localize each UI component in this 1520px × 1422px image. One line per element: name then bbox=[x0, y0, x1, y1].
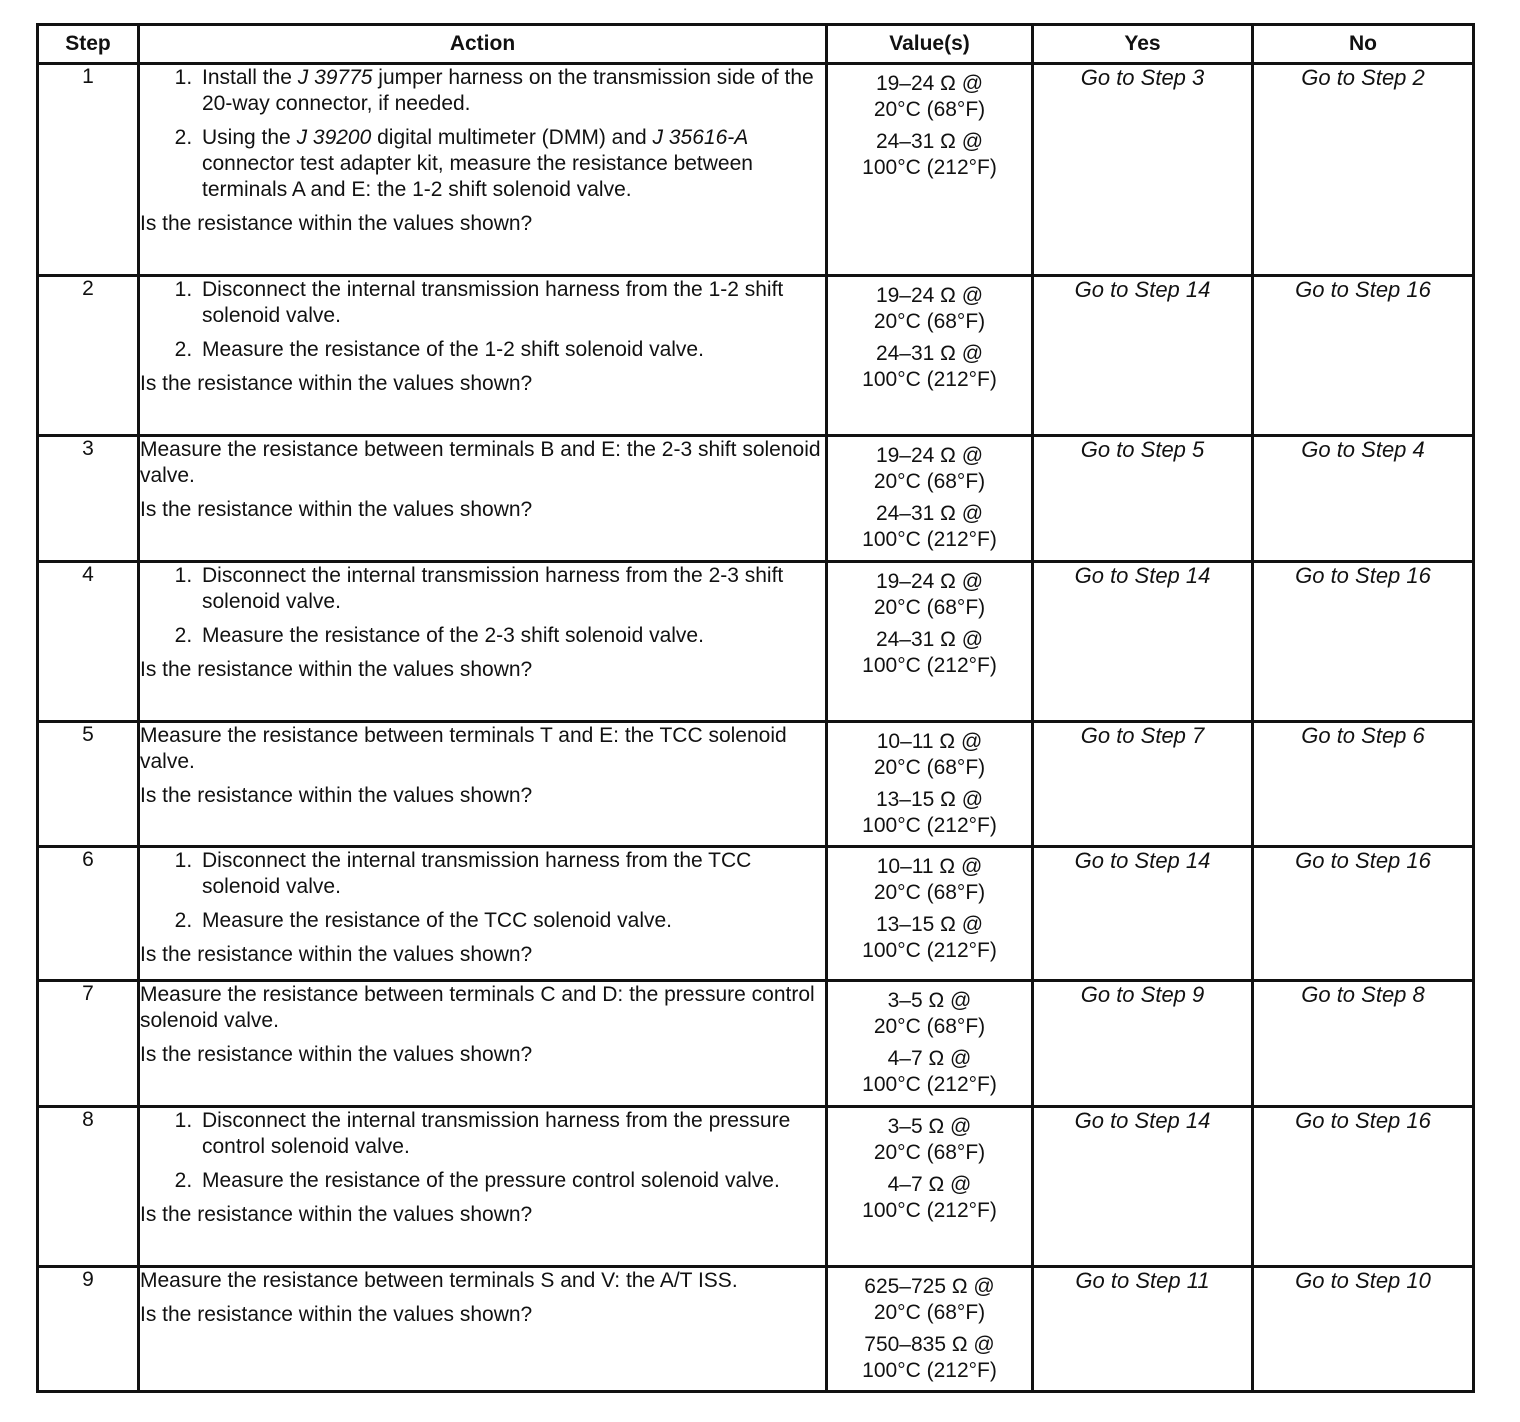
no-link[interactable]: Go to Step 10 bbox=[1253, 1267, 1474, 1392]
step-number: 4 bbox=[38, 562, 139, 722]
values-cell bbox=[827, 436, 1033, 562]
value-cold-temp: 20°C (68°F) bbox=[873, 470, 986, 493]
step-number: 3 bbox=[38, 436, 139, 562]
question-text: Is the resistance within the values shown? bbox=[140, 943, 533, 966]
value-hot: 24–31 Ω @ bbox=[875, 342, 984, 365]
action-text: Measure the resistance between terminals S and V: the A/T ISS. bbox=[140, 1269, 738, 1292]
value-cold-temp: 20°C (68°F) bbox=[873, 881, 986, 904]
table-row bbox=[38, 847, 1474, 981]
values-cell bbox=[827, 562, 1033, 722]
yes-link[interactable]: Go to Step 14 bbox=[1033, 562, 1253, 722]
tool-number: J 35616-A bbox=[652, 126, 749, 149]
header-step: Step bbox=[38, 25, 139, 64]
step-number: 7 bbox=[38, 981, 139, 1107]
table-row bbox=[38, 64, 1474, 276]
yes-link[interactable]: Go to Step 14 bbox=[1033, 847, 1253, 981]
value-cold: 19–24 Ω @ bbox=[875, 570, 984, 593]
value-cold-temp: 20°C (68°F) bbox=[873, 1301, 986, 1324]
no-link[interactable]: Go to Step 2 bbox=[1253, 64, 1474, 276]
no-link[interactable]: Go to Step 16 bbox=[1253, 847, 1474, 981]
list-item: 1. Disconnect the internal transmission harness from the 1-2 shift solenoid valve. bbox=[198, 277, 825, 329]
action-cell bbox=[139, 436, 827, 562]
list-item: 1. Disconnect the internal transmission harness from the 2-3 shift solenoid valve. bbox=[198, 563, 825, 615]
values-cell bbox=[827, 981, 1033, 1107]
list-item: 2. Measure the resistance of the TCC solenoid valve. bbox=[198, 908, 825, 934]
value-cold-temp: 20°C (68°F) bbox=[873, 756, 986, 779]
value-hot-temp: 100°C (212°F) bbox=[862, 156, 997, 179]
no-link[interactable]: Go to Step 8 bbox=[1253, 981, 1474, 1107]
question-text: Is the resistance within the values shown? bbox=[140, 784, 533, 807]
action-list bbox=[140, 65, 825, 203]
value-cold: 3–5 Ω @ bbox=[887, 989, 972, 1012]
value-hot-temp: 100°C (212°F) bbox=[862, 1073, 997, 1096]
list-item: 2. Measure the resistance of the 2-3 shift solenoid valve. bbox=[198, 623, 825, 649]
value-hot: 13–15 Ω @ bbox=[875, 913, 984, 936]
action-cell bbox=[139, 562, 827, 722]
list-item: 1. Disconnect the internal transmission harness from the TCC solenoid valve. bbox=[198, 848, 825, 900]
value-cold: 19–24 Ω @ bbox=[875, 284, 984, 307]
value-cold: 3–5 Ω @ bbox=[887, 1115, 972, 1138]
value-hot-temp: 100°C (212°F) bbox=[862, 528, 997, 551]
question-text: Is the resistance within the values shown? bbox=[140, 1203, 533, 1226]
value-cold: 10–11 Ω @ bbox=[876, 855, 983, 878]
action-text: Measure the resistance between terminals B and E: the 2-3 shift solenoid valve. bbox=[140, 438, 821, 487]
table-row bbox=[38, 981, 1474, 1107]
value-hot: 24–31 Ω @ bbox=[875, 130, 984, 153]
no-link[interactable]: Go to Step 16 bbox=[1253, 276, 1474, 436]
value-cold: 19–24 Ω @ bbox=[875, 72, 984, 95]
header-no: No bbox=[1253, 25, 1474, 64]
list-item: 1. Disconnect the internal transmission harness from the pressure control solenoid valve. bbox=[198, 1108, 825, 1160]
tool-number: J 39775 bbox=[297, 66, 373, 89]
action-cell bbox=[139, 276, 827, 436]
value-cold: 625–725 Ω @ bbox=[864, 1275, 995, 1298]
value-cold-temp: 20°C (68°F) bbox=[873, 310, 986, 333]
table-row bbox=[38, 722, 1474, 847]
value-hot: 24–31 Ω @ bbox=[875, 502, 984, 525]
table-row bbox=[38, 1107, 1474, 1267]
yes-link[interactable]: Go to Step 11 bbox=[1033, 1267, 1253, 1392]
action-list bbox=[140, 277, 825, 363]
question-text: Is the resistance within the values shown? bbox=[140, 212, 533, 235]
tool-number: J 39200 bbox=[296, 126, 372, 149]
yes-link[interactable]: Go to Step 7 bbox=[1033, 722, 1253, 847]
list-item: 1. Install the J 39775 jumper harness on the transmission side of the 20-way connector, if needed. bbox=[198, 65, 825, 117]
value-hot-temp: 100°C (212°F) bbox=[862, 368, 997, 391]
value-hot-temp: 100°C (212°F) bbox=[862, 654, 997, 677]
step-number: 5 bbox=[38, 722, 139, 847]
question-text: Is the resistance within the values shown? bbox=[140, 1043, 533, 1066]
values-cell bbox=[827, 64, 1033, 276]
action-cell bbox=[139, 722, 827, 847]
no-link[interactable]: Go to Step 16 bbox=[1253, 562, 1474, 722]
values-cell bbox=[827, 276, 1033, 436]
table-row bbox=[38, 562, 1474, 722]
yes-link[interactable]: Go to Step 14 bbox=[1033, 1107, 1253, 1267]
no-link[interactable]: Go to Step 4 bbox=[1253, 436, 1474, 562]
value-hot: 13–15 Ω @ bbox=[875, 788, 984, 811]
action-text: Measure the resistance between terminals T and E: the TCC solenoid valve. bbox=[140, 724, 787, 773]
header-action: Action bbox=[139, 25, 827, 64]
list-item: 2. Measure the resistance of the 1-2 shift solenoid valve. bbox=[198, 337, 825, 363]
values-cell bbox=[827, 722, 1033, 847]
yes-link[interactable]: Go to Step 3 bbox=[1033, 64, 1253, 276]
yes-link[interactable]: Go to Step 9 bbox=[1033, 981, 1253, 1107]
no-link[interactable]: Go to Step 16 bbox=[1253, 1107, 1474, 1267]
action-list bbox=[140, 848, 825, 934]
table-row bbox=[38, 276, 1474, 436]
step-number: 9 bbox=[38, 1267, 139, 1392]
table-row bbox=[38, 436, 1474, 562]
question-text: Is the resistance within the values shown? bbox=[140, 1303, 533, 1326]
action-list bbox=[140, 563, 825, 649]
step-number: 1 bbox=[38, 64, 139, 276]
value-hot-temp: 100°C (212°F) bbox=[862, 939, 997, 962]
question-text: Is the resistance within the values shown? bbox=[140, 658, 533, 681]
list-item: 2. Measure the resistance of the pressure control solenoid valve. bbox=[198, 1168, 825, 1194]
step-number: 2 bbox=[38, 276, 139, 436]
value-cold: 19–24 Ω @ bbox=[875, 444, 984, 467]
step-number: 8 bbox=[38, 1107, 139, 1267]
diagnostic-table bbox=[36, 23, 1475, 1393]
yes-link[interactable]: Go to Step 14 bbox=[1033, 276, 1253, 436]
value-cold-temp: 20°C (68°F) bbox=[873, 1015, 986, 1038]
value-cold: 10–11 Ω @ bbox=[876, 730, 983, 753]
header-row bbox=[38, 25, 1474, 64]
action-list bbox=[140, 1108, 825, 1194]
value-hot-temp: 100°C (212°F) bbox=[862, 1199, 997, 1222]
value-hot: 750–835 Ω @ bbox=[864, 1333, 995, 1356]
action-cell bbox=[139, 1107, 827, 1267]
yes-link[interactable]: Go to Step 5 bbox=[1033, 436, 1253, 562]
header-yes: Yes bbox=[1033, 25, 1253, 64]
value-cold-temp: 20°C (68°F) bbox=[873, 98, 986, 121]
no-link[interactable]: Go to Step 6 bbox=[1253, 722, 1474, 847]
question-text: Is the resistance within the values shown? bbox=[140, 498, 533, 521]
action-cell bbox=[139, 981, 827, 1107]
value-hot: 4–7 Ω @ bbox=[887, 1047, 972, 1070]
action-cell bbox=[139, 847, 827, 981]
table-row bbox=[38, 1267, 1474, 1392]
values-cell bbox=[827, 1107, 1033, 1267]
list-item: 2. Using the J 39200 digital multimeter (DMM) and J 35616-A connector test adapter kit, measure the resistance between terminals A and E: the 1-2 shift solenoid valve. bbox=[198, 125, 825, 203]
action-cell bbox=[139, 64, 827, 276]
value-cold-temp: 20°C (68°F) bbox=[873, 1141, 986, 1164]
action-text: Measure the resistance between terminals C and D: the pressure control solenoid valve. bbox=[140, 983, 815, 1032]
value-hot-temp: 100°C (212°F) bbox=[862, 814, 997, 837]
value-cold-temp: 20°C (68°F) bbox=[873, 596, 986, 619]
value-hot-temp: 100°C (212°F) bbox=[862, 1359, 997, 1382]
value-hot: 4–7 Ω @ bbox=[887, 1173, 972, 1196]
values-cell bbox=[827, 847, 1033, 981]
value-hot: 24–31 Ω @ bbox=[875, 628, 984, 651]
header-values: Value(s) bbox=[827, 25, 1033, 64]
question-text: Is the resistance within the values shown? bbox=[140, 372, 533, 395]
step-number: 6 bbox=[38, 847, 139, 981]
action-cell bbox=[139, 1267, 827, 1392]
values-cell bbox=[827, 1267, 1033, 1392]
